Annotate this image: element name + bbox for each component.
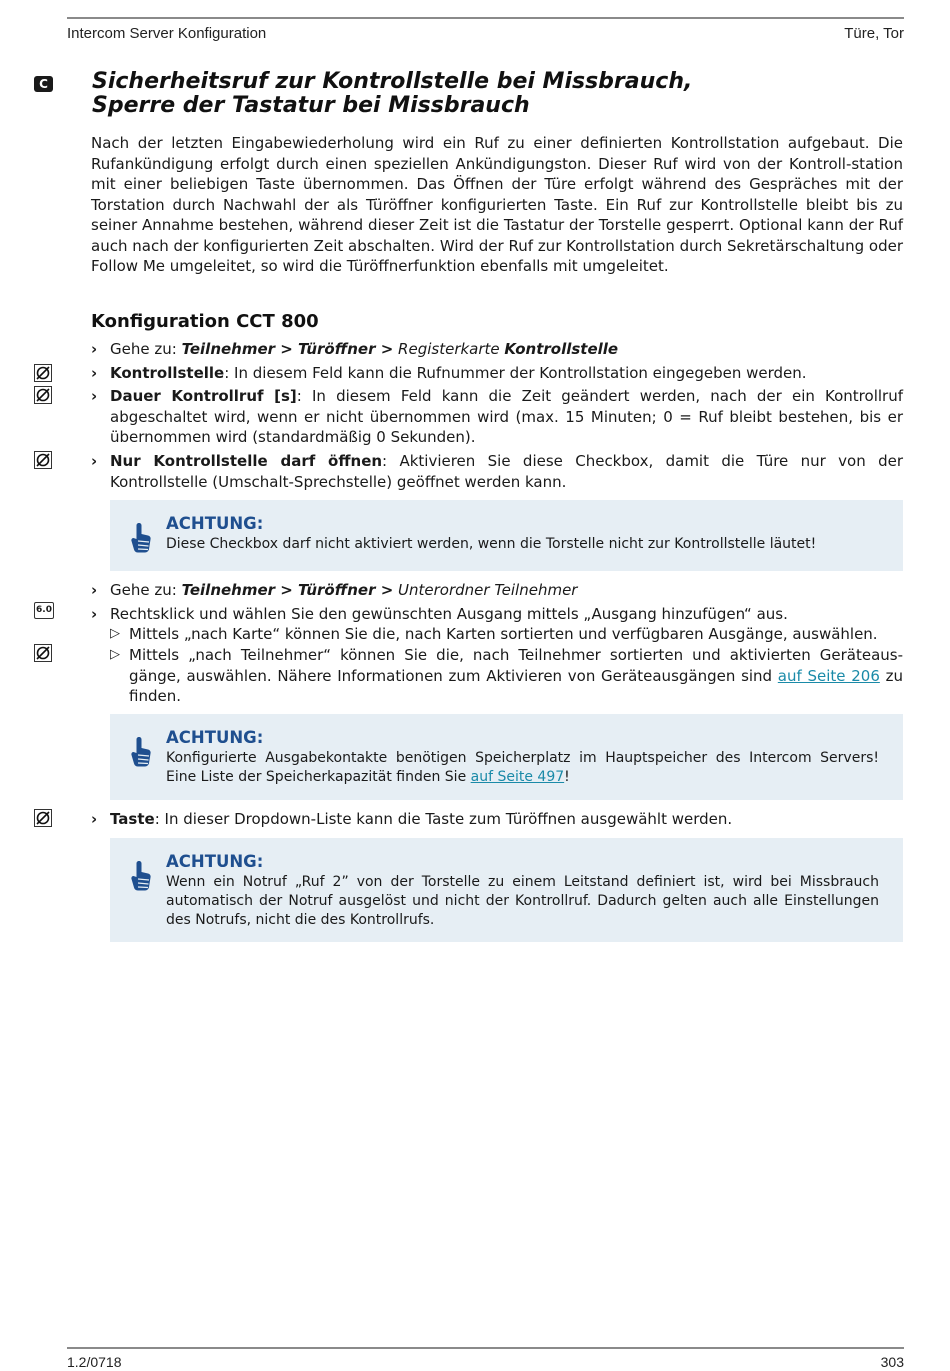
page-206-link[interactable]: auf Seite 206 xyxy=(777,666,880,685)
menu-path: Teilnehmer > Türöffner > xyxy=(181,340,394,358)
tab-name: Kontrollstelle xyxy=(504,340,619,358)
menu-path: Teilnehmer > Türöffner > xyxy=(181,581,394,599)
chevron-right-icon: › xyxy=(91,810,98,828)
c-badge-icon: C xyxy=(34,76,53,92)
pointing-hand-icon xyxy=(130,860,152,892)
config-heading: Konfiguration CCT 800 xyxy=(91,311,319,332)
pointing-hand-icon xyxy=(130,522,152,554)
warning-note xyxy=(110,838,903,942)
step-mid: Registerkarte xyxy=(393,340,505,358)
note-text xyxy=(166,749,879,787)
crossed-circle-icon xyxy=(34,386,52,404)
version-badge-icon: 6.0 xyxy=(34,602,54,619)
page-497-link[interactable]: auf Seite 497 xyxy=(470,769,565,785)
crossed-circle-icon xyxy=(34,451,52,469)
step-text: Mittels „nach Karte“ können Sie die, nach Karten sortierten und verfügbaren Ausgänge, auswählen. xyxy=(129,625,878,643)
page-number: 303 xyxy=(880,1354,904,1370)
note-text: Diese Checkbox darf nicht aktiviert werden, wenn die Torstelle nicht zur Kontrollstelle läutet! xyxy=(166,536,817,552)
crossed-circle-icon xyxy=(34,809,52,827)
step-text: Mittels „nach Teilnehmer“ können Sie die, nach Teilnehmer sortierten und aktivierten Geräteaus-gänge, auswählen. Nähere Informationen zum Aktivieren von Geräteausgängen sind xyxy=(129,646,903,685)
chevron-right-icon: › xyxy=(91,340,98,358)
step-taste xyxy=(91,809,903,830)
substep-nach-karte xyxy=(91,624,903,645)
field-description: : In dieser Dropdown-Liste kann die Taste zum Türöffnen ausgewählt werden. xyxy=(154,810,733,828)
header-right-title: Türe, Tor xyxy=(844,25,904,42)
step-prefix: Gehe zu: xyxy=(110,581,182,599)
warning-note xyxy=(110,714,903,800)
header-left-title: Intercom Server Konfiguration xyxy=(67,25,267,42)
note-text: Wenn ein Notruf „Ruf 2” von der Torstelle zu einem Leitstand definiert ist, wird bei Missbrauch automatisch der Notruf ausgelöst und nicht der Kontrollruf. Dadurch gelten auch alle Einstellungen des Notrufs, nicht die des Kontrollrufs. xyxy=(166,874,879,928)
document-version: 1.2/0718 xyxy=(67,1354,122,1370)
note-heading: ACHTUNG: xyxy=(166,728,264,747)
subfolder-name: Unterordner Teilnehmer xyxy=(393,581,578,599)
pointing-hand-icon xyxy=(130,736,152,768)
field-term: Taste xyxy=(110,810,155,828)
step-text: Rechtsklick und wählen Sie den gewünschten Ausgang mittels „Ausgang hinzufügen“ aus. xyxy=(110,605,788,623)
step-nur-kontrollstelle xyxy=(91,451,903,492)
section-title xyxy=(92,70,692,118)
chevron-right-icon: › xyxy=(91,581,98,599)
note-text-end: ! xyxy=(564,769,570,785)
step-goto-kontrollstelle xyxy=(91,339,903,360)
step-goto-teilnehmer xyxy=(91,580,903,601)
field-term: Kontrollstelle xyxy=(110,364,225,382)
field-term: Nur Kontrollstelle darf öffnen xyxy=(110,452,383,470)
section-title-line1: Sicherheitsruf zur Kontrollstelle bei Missbrauch, xyxy=(92,69,693,94)
chevron-right-icon: › xyxy=(91,605,98,623)
field-term: Dauer Kontrollruf [s] xyxy=(110,387,297,405)
crossed-circle-icon xyxy=(34,644,52,662)
chevron-right-icon: › xyxy=(91,452,98,470)
warning-note xyxy=(110,500,903,571)
outline-chevron-icon: ▷ xyxy=(110,647,120,662)
chevron-right-icon: › xyxy=(91,364,98,382)
chevron-right-icon: › xyxy=(91,387,98,405)
substep-nach-teilnehmer xyxy=(91,645,903,707)
field-description: : In diesem Feld kann die Zeit geändert werden, nach der ein Kontrollruf abgeschaltet wird, wenn er nicht übernommen wird (max. 15 Minuten; 0 = Ruf bleibt bestehen, bis er übernommen wird (standardmäßig 0 Sekunden). xyxy=(110,387,903,446)
note-heading: ACHTUNG: xyxy=(166,514,264,533)
step-rechtsklick xyxy=(91,604,903,625)
note-text-part: Konfigurierte Ausgabekontakte benötigen Speicherplatz im Hauptspeicher des Intercom Servers! Eine Liste der Speicherkapazität finden Sie xyxy=(166,750,879,785)
intro-paragraph: Nach der letzten Eingabewiederholung wird ein Ruf zu einer definierten Kontrollstation aufgebaut. Die Rufankündigung erfolgt durch einen speziellen Ankündigungston. Dieser Ruf wird von der Kontroll-station mit einer beliebigen Taste übernommen. Das Öffnen der Türe erfolgt während des Gespräches mit der Torstation durch Nachwahl der als Türöffner konfigurierten Taste. Ein Ruf zur Kontrollstelle bleibt bis zu seiner Annahme bestehen, während dieser Zeit ist die Tastatur der Torstelle gesperrt. Optional kann der Ruf auch nach der konfigurierten Zeit abschalten. Wird der Ruf zur Kontrollstation durch Sekretärschaltung oder Follow Me umgeleitet, so wird die Türöffnerfunktion ebenfalls mit umgeleitet. xyxy=(91,134,903,275)
step-text-after: zu finden. xyxy=(129,666,903,705)
field-description: : Aktivieren Sie diese Checkbox, damit die Türe nur von der Kontrollstelle (Umschalt-Sprechstelle) geöffnet werden kann. xyxy=(110,452,903,491)
page-header xyxy=(67,17,904,47)
section-title-line2: Sperre der Tastatur bei Missbrauch xyxy=(92,93,530,118)
step-dauer-kontrollruf xyxy=(91,386,903,448)
outline-chevron-icon: ▷ xyxy=(110,626,120,641)
page-footer xyxy=(67,1347,904,1371)
crossed-circle-icon xyxy=(34,364,52,382)
step-kontrollstelle xyxy=(91,363,903,384)
step-prefix: Gehe zu: xyxy=(110,340,182,358)
note-heading: ACHTUNG: xyxy=(166,852,264,871)
field-description: : In diesem Feld kann die Rufnummer der Kontrollstation eingegeben werden. xyxy=(224,364,807,382)
